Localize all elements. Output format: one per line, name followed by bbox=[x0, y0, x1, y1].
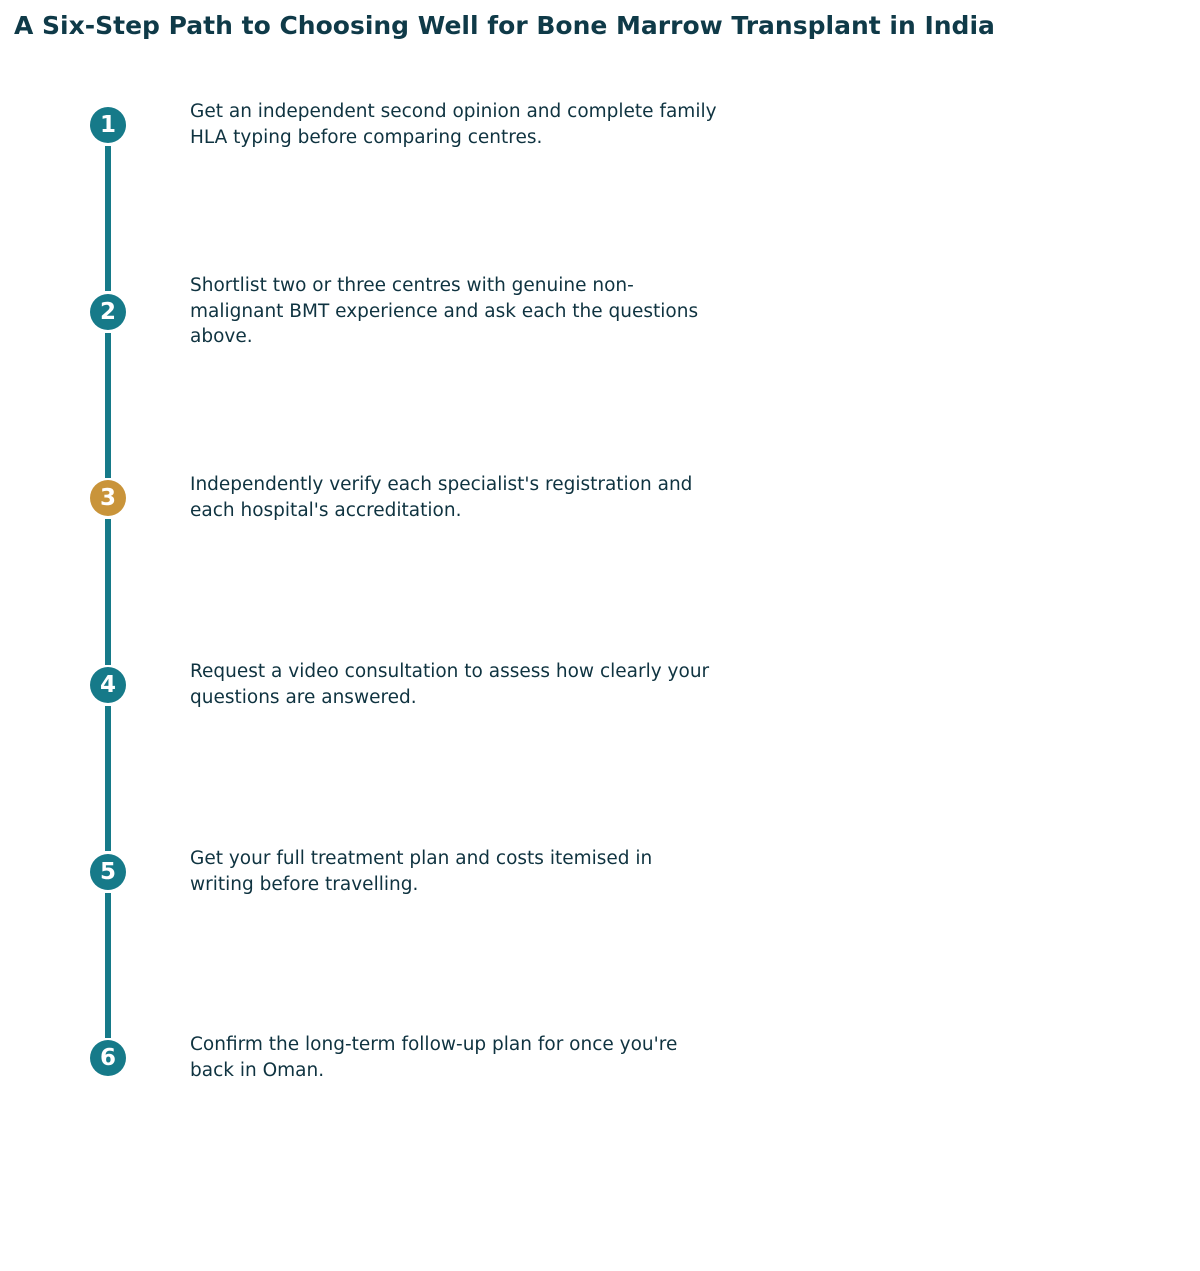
page-title: A Six-Step Path to Choosing Well for Bone Marrow Transplant in India bbox=[14, 11, 995, 40]
step-number-badge: 5 bbox=[90, 854, 126, 890]
step-number-badge: 4 bbox=[90, 667, 126, 703]
timeline-connector bbox=[105, 333, 111, 478]
step-number-badge: 6 bbox=[90, 1040, 126, 1076]
timeline-connector bbox=[105, 519, 111, 665]
timeline-connector bbox=[105, 146, 111, 291]
step-description: Get an independent second opinion and complete family HLA typing before comparing centres. bbox=[190, 101, 717, 148]
step-description: Request a video consultation to assess how clearly your questions are answered. bbox=[190, 661, 710, 708]
step-number-badge: 1 bbox=[90, 107, 126, 143]
timeline-connector bbox=[105, 893, 111, 1038]
step-description: Confirm the long-term follow-up plan for once you're back in Oman. bbox=[190, 1034, 678, 1081]
step-description: Get your full treatment plan and costs itemised in writing before travelling. bbox=[190, 848, 653, 895]
step-description: Shortlist two or three centres with genuine non-malignant BMT experience and ask each the questions above. bbox=[190, 275, 699, 347]
timeline-connector bbox=[105, 706, 111, 851]
step-description: Independently verify each specialist's registration and each hospital's accreditation. bbox=[190, 474, 693, 521]
step-number-badge: 3 bbox=[90, 480, 126, 516]
step-number-badge: 2 bbox=[90, 294, 126, 330]
